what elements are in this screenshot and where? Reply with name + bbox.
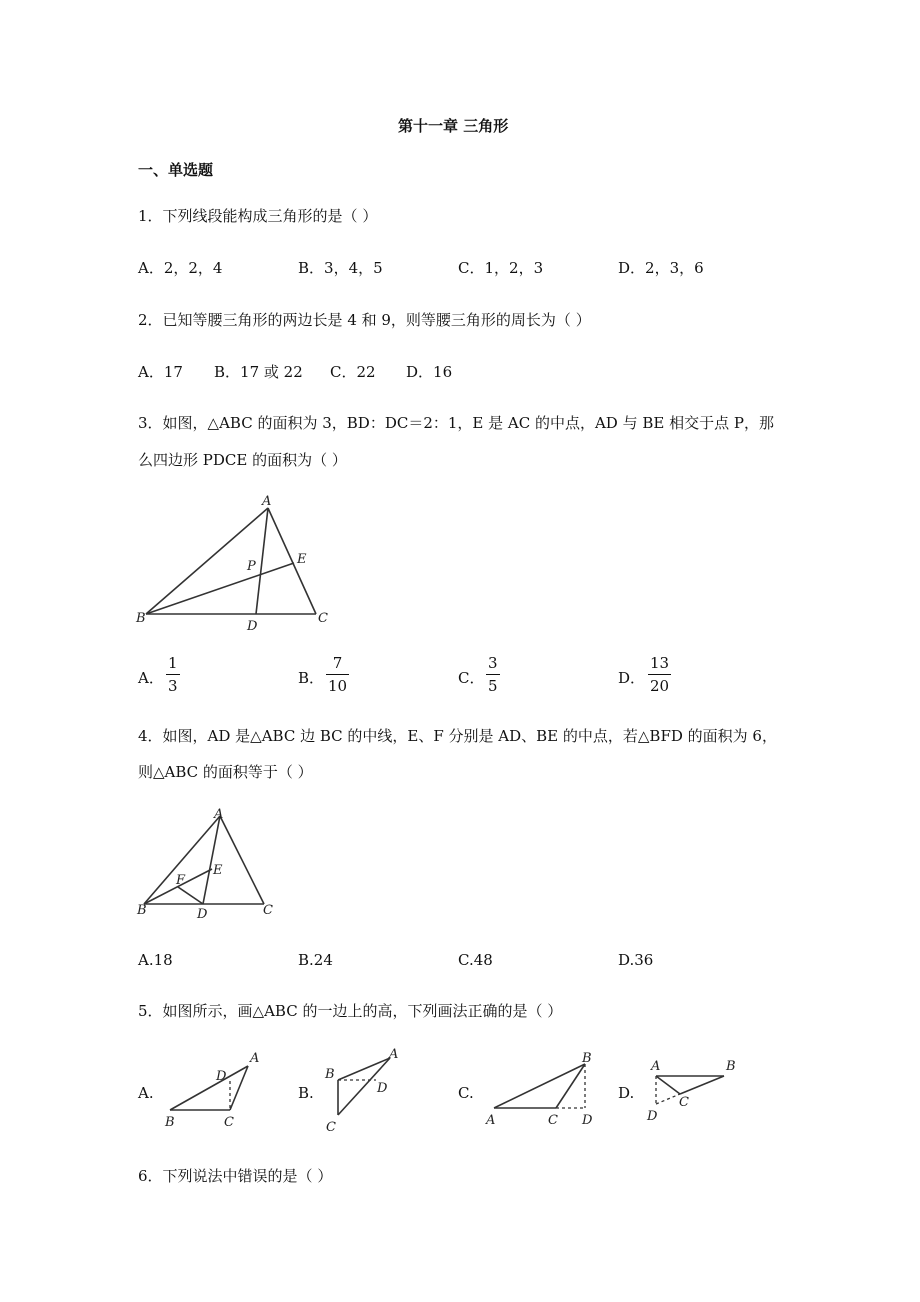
q4-label-e: E: [213, 863, 223, 878]
q5-figure-a: [164, 1051, 259, 1130]
question-5-option-c[interactable]: C.: [458, 1084, 474, 1102]
q5b-label-b: B: [325, 1067, 335, 1082]
question-5-option-b[interactable]: B.: [298, 1084, 314, 1102]
fraction-numerator: 3: [488, 654, 498, 672]
q5a-label-b: B: [165, 1115, 175, 1130]
q3-label-d: D: [247, 619, 258, 634]
question-4-option-a[interactable]: A.18: [138, 951, 173, 969]
q4-label-b: B: [137, 903, 147, 918]
q5a-label-a: A: [250, 1051, 260, 1066]
question-2-stem: 2．已知等腰三角形的两边长是 4 和 9，则等腰三角形的周长为（ ）: [138, 311, 591, 329]
section-heading: 一、单选题: [138, 161, 214, 179]
question-4-stem-line-1: 4．如图，AD 是△ABC 边 BC 的中线，E、F 分别是 AD、BE 的中点，若△BFD 的面积为 6，: [138, 727, 777, 745]
question-4-option-b[interactable]: B.24: [298, 951, 333, 969]
fraction-numerator: 1: [168, 654, 178, 672]
question-4-option-c[interactable]: C.48: [458, 951, 493, 969]
q5d-label-d: D: [647, 1109, 658, 1124]
q5d-label-c: C: [679, 1095, 689, 1110]
question-4-option-d[interactable]: D.36: [618, 951, 654, 969]
q5b-label-a: A: [389, 1047, 399, 1062]
page-title: 第十一章 三角形: [398, 117, 509, 135]
question-2-option-d[interactable]: D．16: [406, 363, 453, 381]
question-2-option-c[interactable]: C．22: [330, 363, 376, 381]
question-3-option-a-letter[interactable]: A．: [138, 669, 164, 687]
fraction-denominator: 10: [328, 677, 348, 695]
question-2-option-b[interactable]: B．17 或 22: [214, 363, 303, 381]
q5-figure-d: [646, 1059, 736, 1124]
question-3-option-d-letter[interactable]: D．: [618, 669, 646, 687]
fraction-denominator: 3: [168, 677, 178, 695]
fraction-denominator: 5: [488, 677, 498, 695]
q5c-label-d: D: [582, 1113, 593, 1128]
q4-label-a: A: [214, 807, 224, 822]
question-2-option-a[interactable]: A．17: [138, 363, 183, 381]
question-1-option-a[interactable]: A．2，2，4: [138, 259, 223, 277]
q5c-label-c: C: [548, 1113, 558, 1128]
question-3-stem-line-2: 么四边形 PDCE 的面积为（ ）: [138, 451, 347, 469]
question-5-option-d[interactable]: D.: [618, 1084, 635, 1102]
question-1-option-d[interactable]: D．2，3，6: [618, 259, 704, 277]
q5d-label-a: A: [651, 1059, 661, 1074]
q5a-label-d: D: [216, 1069, 227, 1084]
question-5-stem: 5．如图所示，画△ABC 的一边上的高，下列画法正确的是（ ）: [138, 1002, 563, 1020]
fraction-numerator: 13: [650, 654, 670, 672]
question-1-option-c[interactable]: C．1，2，3: [458, 259, 544, 277]
q5c-label-a: A: [486, 1113, 496, 1128]
q3-label-a: A: [262, 494, 272, 509]
q5d-label-b: B: [726, 1059, 736, 1074]
fraction-numerator: 7: [332, 654, 343, 672]
q3-label-e: E: [297, 552, 307, 567]
q5b-label-c: C: [326, 1120, 336, 1135]
question-1-option-b[interactable]: B．3，4，5: [298, 259, 383, 277]
q5a-label-c: C: [224, 1115, 234, 1130]
question-3-option-c-letter[interactable]: C．: [458, 669, 485, 687]
q3-label-p: P: [247, 559, 256, 574]
question-1-stem: 1．下列线段能构成三角形的是（ ）: [138, 207, 378, 225]
q3-label-b: B: [136, 611, 146, 626]
question-6-stem: 6．下列说法中错误的是（ ）: [138, 1167, 333, 1185]
q4-label-c: C: [263, 903, 273, 918]
q5b-label-d: D: [377, 1081, 388, 1096]
q3-label-c: C: [318, 611, 328, 626]
q5c-label-b: B: [582, 1051, 592, 1066]
question-4-stem-line-2: 则△ABC 的面积等于（ ）: [138, 763, 313, 781]
fraction-denominator: 20: [650, 677, 670, 695]
q5-figure-c: [485, 1051, 593, 1128]
q4-label-f: F: [176, 873, 186, 888]
q4-label-d: D: [197, 907, 208, 922]
question-3-stem-line-1: 3．如图，△ABC 的面积为 3，BD：DC＝2：1，E 是 AC 的中点，AD 与 BE 相交于点 P，那: [138, 414, 774, 432]
question-3-option-b-letter[interactable]: B．: [298, 669, 325, 687]
question-5-option-a[interactable]: A.: [138, 1084, 154, 1102]
q5-figure-b: [324, 1047, 398, 1135]
